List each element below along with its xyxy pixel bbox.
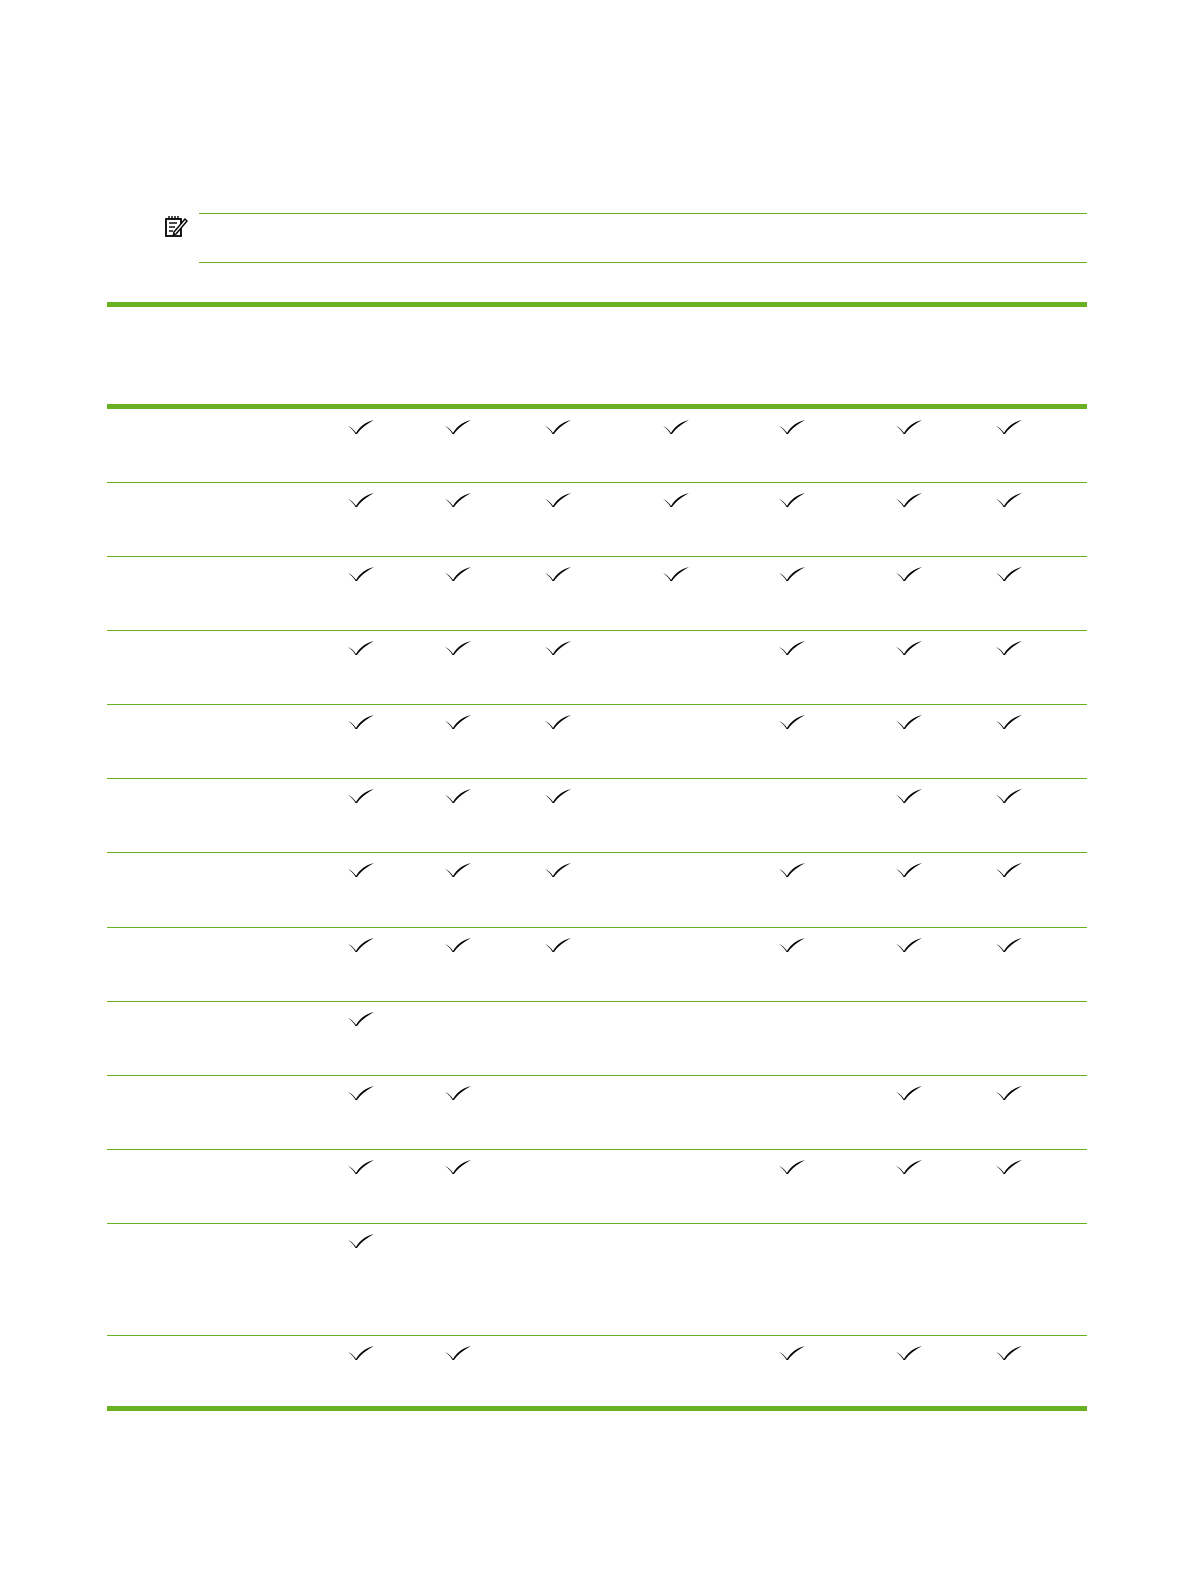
check-mark-icon <box>444 788 472 804</box>
check-mark-icon <box>347 788 375 804</box>
check-mark-icon <box>995 419 1023 435</box>
check-mark-icon <box>347 937 375 953</box>
check-mark-icon <box>347 1345 375 1361</box>
row-divider <box>107 1075 1087 1076</box>
check-mark-icon <box>778 937 806 953</box>
check-mark-icon <box>778 492 806 508</box>
check-mark-icon <box>895 640 923 656</box>
row-divider <box>107 556 1087 557</box>
check-mark-icon <box>444 566 472 582</box>
check-mark-icon <box>544 640 572 656</box>
check-mark-icon <box>778 714 806 730</box>
check-mark-icon <box>995 937 1023 953</box>
check-mark-icon <box>544 788 572 804</box>
check-mark-icon <box>995 1345 1023 1361</box>
check-mark-icon <box>778 419 806 435</box>
row-divider <box>107 778 1087 779</box>
check-mark-icon <box>444 1159 472 1175</box>
check-mark-icon <box>778 566 806 582</box>
check-mark-icon <box>995 566 1023 582</box>
check-mark-icon <box>895 937 923 953</box>
check-mark-icon <box>895 492 923 508</box>
check-mark-icon <box>895 788 923 804</box>
check-mark-icon <box>995 788 1023 804</box>
row-divider <box>107 704 1087 705</box>
check-mark-icon <box>544 937 572 953</box>
row-divider <box>107 1335 1087 1336</box>
row-divider <box>107 927 1087 928</box>
check-mark-icon <box>778 1345 806 1361</box>
check-mark-icon <box>995 1085 1023 1101</box>
check-mark-icon <box>995 714 1023 730</box>
check-mark-icon <box>347 1085 375 1101</box>
note-icon <box>164 215 188 239</box>
check-mark-icon <box>347 640 375 656</box>
check-mark-icon <box>895 419 923 435</box>
check-mark-icon <box>995 1159 1023 1175</box>
check-mark-icon <box>544 566 572 582</box>
check-mark-icon <box>895 1345 923 1361</box>
check-mark-icon <box>895 862 923 878</box>
check-mark-icon <box>662 419 690 435</box>
note-bottom-rule <box>199 262 1087 263</box>
check-mark-icon <box>895 714 923 730</box>
check-mark-icon <box>662 492 690 508</box>
note-top-rule <box>199 213 1087 214</box>
table-top-rule <box>107 302 1087 307</box>
check-mark-icon <box>347 862 375 878</box>
check-mark-icon <box>995 862 1023 878</box>
check-mark-icon <box>444 419 472 435</box>
check-mark-icon <box>444 937 472 953</box>
check-mark-icon <box>544 862 572 878</box>
check-mark-icon <box>347 1159 375 1175</box>
check-mark-icon <box>662 566 690 582</box>
check-mark-icon <box>995 492 1023 508</box>
row-divider <box>107 1223 1087 1224</box>
check-mark-icon <box>444 1345 472 1361</box>
check-mark-icon <box>444 492 472 508</box>
check-mark-icon <box>347 566 375 582</box>
check-mark-icon <box>347 1233 375 1249</box>
check-mark-icon <box>347 1011 375 1027</box>
check-mark-icon <box>347 714 375 730</box>
check-mark-icon <box>347 492 375 508</box>
check-mark-icon <box>544 419 572 435</box>
table-bottom-rule <box>107 1406 1087 1411</box>
check-mark-icon <box>895 566 923 582</box>
check-mark-icon <box>778 640 806 656</box>
row-divider <box>107 482 1087 483</box>
check-mark-icon <box>544 492 572 508</box>
row-divider <box>107 1001 1087 1002</box>
table-header-rule <box>107 404 1087 409</box>
check-mark-icon <box>895 1159 923 1175</box>
check-mark-icon <box>778 1159 806 1175</box>
check-mark-icon <box>995 640 1023 656</box>
row-divider <box>107 630 1087 631</box>
check-mark-icon <box>444 714 472 730</box>
row-divider <box>107 1149 1087 1150</box>
check-mark-icon <box>895 1085 923 1101</box>
check-mark-icon <box>444 862 472 878</box>
check-mark-icon <box>347 419 375 435</box>
check-mark-icon <box>444 1085 472 1101</box>
check-mark-icon <box>444 640 472 656</box>
check-mark-icon <box>544 714 572 730</box>
row-divider <box>107 852 1087 853</box>
check-mark-icon <box>778 862 806 878</box>
